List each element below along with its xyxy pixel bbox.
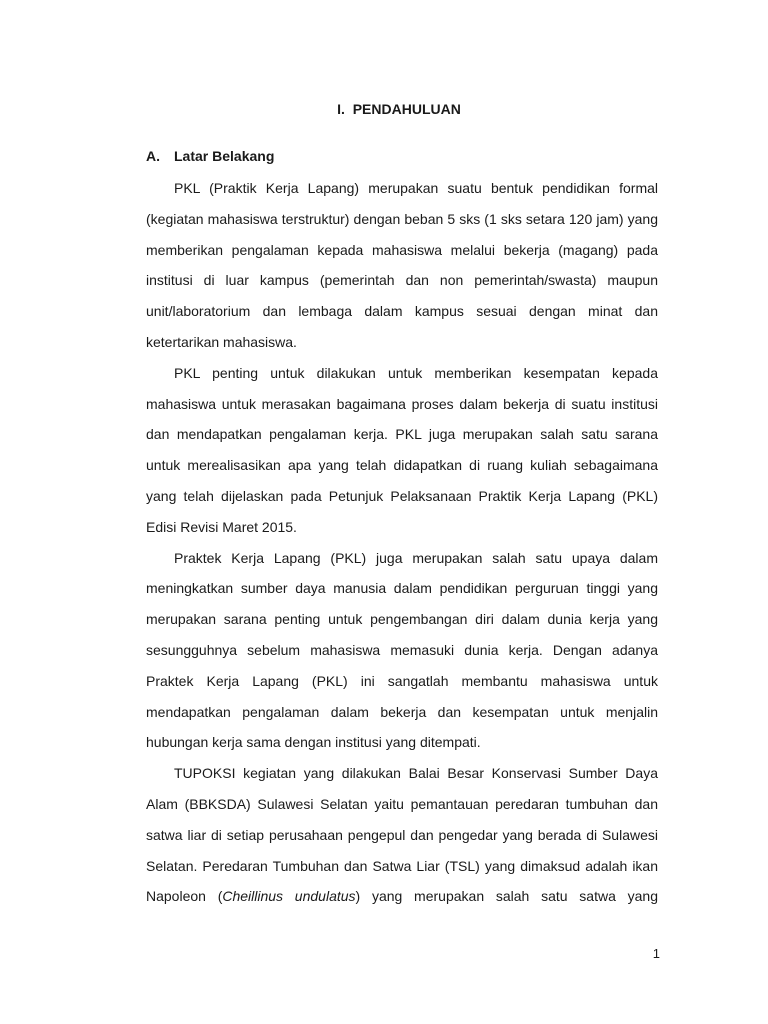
page-number: 1 bbox=[652, 946, 660, 961]
species-name: Cheillinus undulatus bbox=[222, 888, 356, 905]
paragraph-2: PKL penting untuk dilakukan untuk memberikan kesempatan kepada mahasiswa untuk merasakan bagaimana proses dalam bekerja di suatu institusi dan mendapatkan pengalaman kerja. PKL juga merupakan salah satu sarana untuk merealisasikan apa yang telah didapatkan di ruang kuliah sebagaimana yang telah dijelaskan pada Petunjuk Pelaksanaan Praktik Kerja Lapang (PKL) Edisi Revisi Maret 2015. bbox=[146, 364, 658, 535]
paragraph-3: Praktek Kerja Lapang (PKL) juga merupakan salah satu upaya dalam meningkatkan sumber daya manusia dalam pendidikan perguruan tinggi yang merupakan sarana penting untuk pengembangan diri dalam dunia kerja yang sesungguhnya sebelum mahasiswa memasuki dunia kerja. Dengan adanya Praktek Kerja Lapang (PKL) ini sangatlah membantu mahasiswa untuk mendapatkan pengalaman dalam bekerja dan kesempatan untuk menjalin hubungan kerja sama dengan institusi yang ditempati. bbox=[146, 549, 658, 751]
chapter-title bbox=[0, 101, 768, 117]
section-number: A. bbox=[146, 148, 160, 164]
body-text bbox=[146, 173, 658, 912]
chapter-number: I. bbox=[337, 101, 345, 117]
section-heading bbox=[146, 148, 274, 164]
paragraph-1: PKL (Praktik Kerja Lapang) merupakan suatu bentuk pendidikan formal (kegiatan mahasiswa terstruktur) dengan beban 5 sks (1 sks setara 120 jam) yang memberikan pengalaman kepada mahasiswa melalui bekerja (magang) pada institusi di luar kampus (pemerintah dan non pemerintah/swasta) maupun unit/laboratorium dan lembaga dalam kampus sesuai dengan minat dan ketertarikan mahasiswa. bbox=[146, 180, 658, 350]
section-title: Latar Belakang bbox=[174, 148, 275, 164]
paragraph-4 bbox=[146, 758, 658, 912]
chapter-title-text: PENDAHULUAN bbox=[352, 101, 461, 117]
paragraph-4-text-start: TUPOKSI kegiatan yang dilakukan Balai Besar Konservasi Sumber Daya Alam (BBKSDA) Sulawesi Selatan yaitu pemantauan peredaran tumbuhan dan satwa liar di setiap perusahaan pengepul dan pengedar yang berada di Sulawesi Selatan. Peredaran Tumbuhan dan Satwa Liar (TSL) yang dimaksud adalah ikan Napoleon ( bbox=[146, 765, 658, 905]
paragraph-4-text-end: ) yang merupakan salah satu satwa yang bbox=[355, 888, 658, 905]
